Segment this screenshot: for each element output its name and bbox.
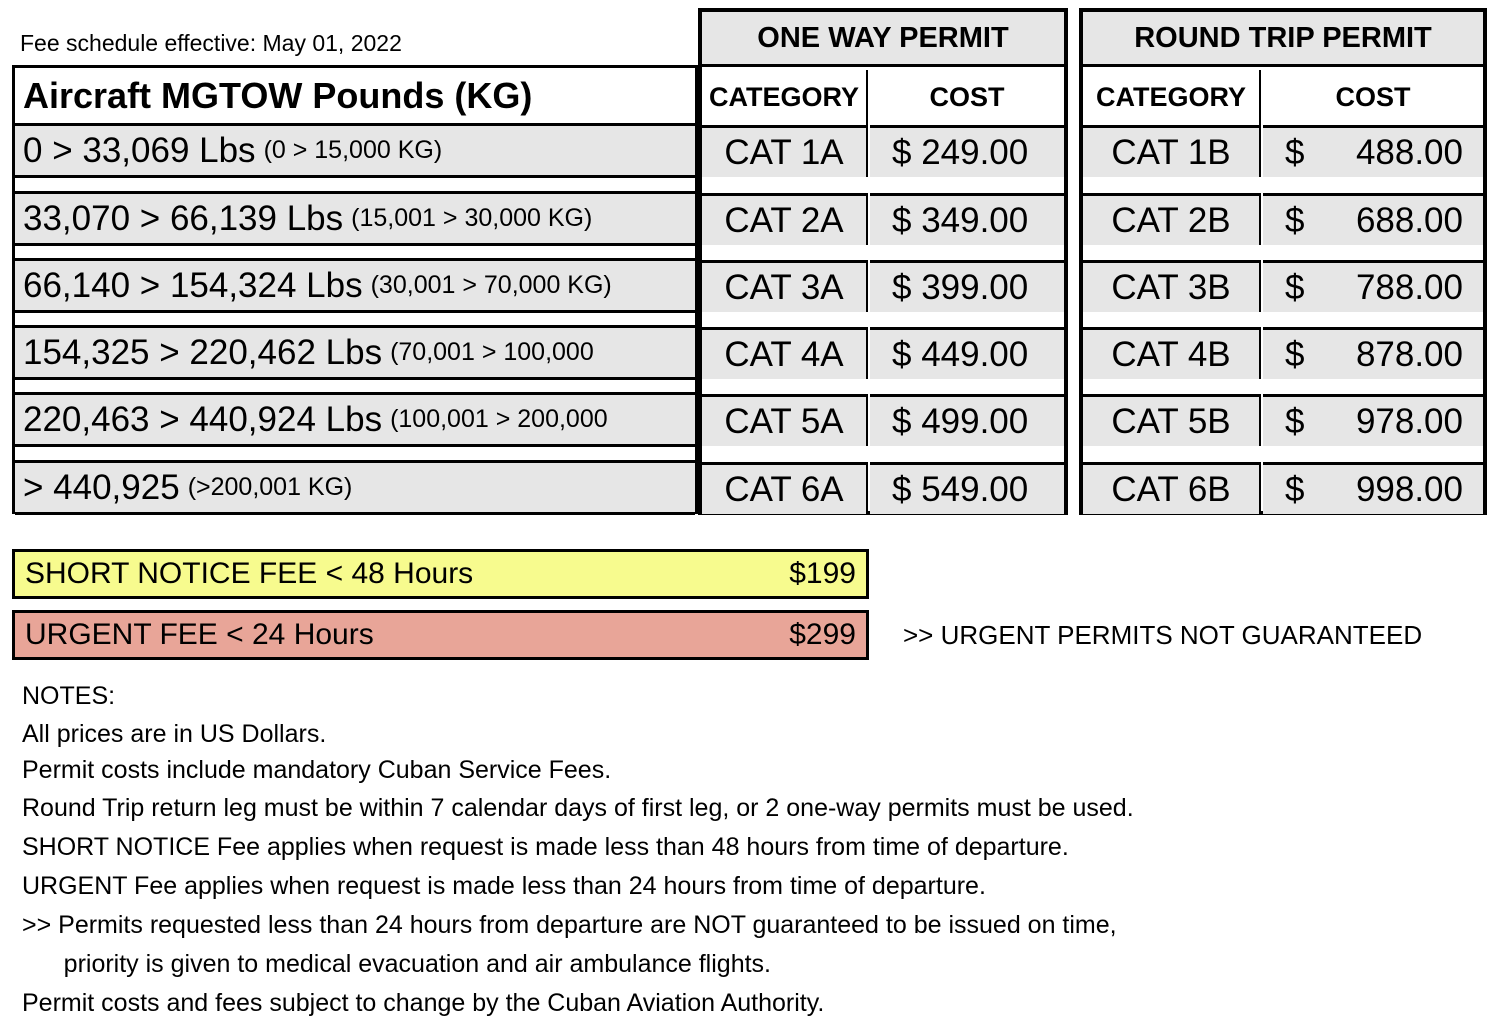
weight-lbs: 154,325 > 220,462 Lbs	[23, 332, 383, 372]
round-trip-cost-cell	[1263, 125, 1483, 177]
one-way-cost-cell: $ 249.00	[870, 125, 1064, 177]
currency-symbol: $	[1285, 200, 1305, 240]
weight-lbs: > 440,925	[23, 467, 180, 507]
short-notice-fee-label: SHORT NOTICE FEE < 48 Hours	[25, 557, 474, 590]
weight-lbs: 220,463 > 440,924 Lbs	[23, 399, 383, 439]
notes-heading: NOTES:	[22, 682, 116, 710]
round-trip-category-header: CATEGORY	[1083, 70, 1261, 125]
currency-symbol: $	[1285, 334, 1305, 374]
weight-kg: (0 > 15,000 KG)	[263, 136, 443, 164]
weight-kg: (100,001 > 200,000	[390, 405, 608, 433]
weight-range-cell	[15, 328, 695, 380]
note-line: Permit costs and fees subject to change by the Cuban Aviation Authority.	[22, 989, 825, 1017]
weight-table	[12, 65, 698, 514]
currency-symbol: $	[1285, 267, 1305, 307]
round-trip-cost-value: 688.00	[1355, 200, 1463, 240]
one-way-category-cell: CAT 5A	[702, 394, 868, 446]
one-way-cost-header: COST	[870, 70, 1064, 125]
round-trip-cost-header: COST	[1263, 70, 1483, 125]
one-way-permit-table	[698, 8, 1068, 515]
weight-lbs: 66,140 > 154,324 Lbs	[23, 265, 363, 305]
one-way-category-header: CATEGORY	[702, 70, 868, 125]
round-trip-cost-cell	[1263, 327, 1483, 379]
one-way-cost-cell: $ 349.00	[870, 193, 1064, 245]
urgent-fee-amount: $299	[789, 618, 856, 651]
round-trip-cost-value: 788.00	[1355, 267, 1463, 307]
one-way-category-cell: CAT 4A	[702, 327, 868, 379]
round-trip-category-cell: CAT 6B	[1083, 462, 1261, 514]
round-trip-cost-cell	[1263, 260, 1483, 312]
weight-kg: (>200,001 KG)	[187, 473, 353, 501]
one-way-category-cell: CAT 6A	[702, 462, 868, 514]
round-trip-cost-value: 998.00	[1355, 469, 1463, 509]
round-trip-cost-value: 488.00	[1355, 132, 1463, 172]
currency-symbol: $	[1285, 401, 1305, 441]
short-notice-fee-box	[12, 549, 869, 599]
one-way-cost-cell: $ 399.00	[870, 260, 1064, 312]
note-line: Permit costs include mandatory Cuban Service Fees.	[22, 756, 612, 784]
round-trip-category-cell: CAT 3B	[1083, 260, 1261, 312]
weight-range-cell	[15, 194, 695, 246]
note-line: All prices are in US Dollars.	[22, 720, 327, 748]
round-trip-cost-cell	[1263, 462, 1483, 514]
weight-kg: (70,001 > 100,000	[390, 338, 594, 366]
one-way-cost-cell: $ 549.00	[870, 462, 1064, 514]
weight-kg: (15,001 > 30,000 KG)	[351, 204, 593, 232]
currency-symbol: $	[1285, 132, 1305, 172]
weight-range-cell	[15, 395, 695, 447]
note-line: priority is given to medical evacuation and air ambulance flights.	[22, 950, 771, 978]
urgent-not-guaranteed-note: >> URGENT PERMITS NOT GUARANTEED	[903, 620, 1423, 650]
urgent-fee-box	[12, 610, 869, 660]
round-trip-cost-cell	[1263, 193, 1483, 245]
round-trip-category-cell: CAT 1B	[1083, 125, 1261, 177]
weight-lbs: 33,070 > 66,139 Lbs	[23, 198, 344, 238]
round-trip-cost-cell	[1263, 394, 1483, 446]
short-notice-fee-amount: $199	[789, 557, 856, 590]
round-trip-title: ROUND TRIP PERMIT	[1083, 12, 1483, 67]
weight-range-cell	[15, 261, 695, 313]
round-trip-permit-table	[1079, 8, 1487, 515]
weight-range-cell	[15, 463, 695, 515]
weight-lbs: 0 > 33,069 Lbs	[23, 130, 256, 170]
one-way-category-cell: CAT 1A	[702, 125, 868, 177]
round-trip-category-cell: CAT 4B	[1083, 327, 1261, 379]
round-trip-cost-value: 878.00	[1355, 334, 1463, 374]
round-trip-cost-value: 978.00	[1355, 401, 1463, 441]
weight-kg: (30,001 > 70,000 KG)	[370, 271, 612, 299]
one-way-cost-cell: $ 499.00	[870, 394, 1064, 446]
one-way-cost-cell: $ 449.00	[870, 327, 1064, 379]
note-line: Round Trip return leg must be within 7 calendar days of first leg, or 2 one-way permits must be used.	[22, 794, 1134, 822]
currency-symbol: $	[1285, 469, 1305, 509]
weight-range-cell	[15, 126, 695, 178]
weight-header: Aircraft MGTOW Pounds (KG)	[15, 68, 695, 123]
one-way-category-cell: CAT 2A	[702, 193, 868, 245]
round-trip-category-cell: CAT 5B	[1083, 394, 1261, 446]
note-line: >> Permits requested less than 24 hours from departure are NOT guaranteed to be issued on time,	[22, 911, 1117, 939]
one-way-title: ONE WAY PERMIT	[702, 12, 1064, 67]
urgent-fee-label: URGENT FEE < 24 Hours	[25, 618, 374, 651]
note-line: URGENT Fee applies when request is made less than 24 hours from time of departure.	[22, 872, 986, 900]
effective-date-label: Fee schedule effective: May 01, 2022	[20, 30, 402, 56]
round-trip-category-cell: CAT 2B	[1083, 193, 1261, 245]
one-way-category-cell: CAT 3A	[702, 260, 868, 312]
note-line: SHORT NOTICE Fee applies when request is made less than 48 hours from time of departure.	[22, 833, 1069, 861]
